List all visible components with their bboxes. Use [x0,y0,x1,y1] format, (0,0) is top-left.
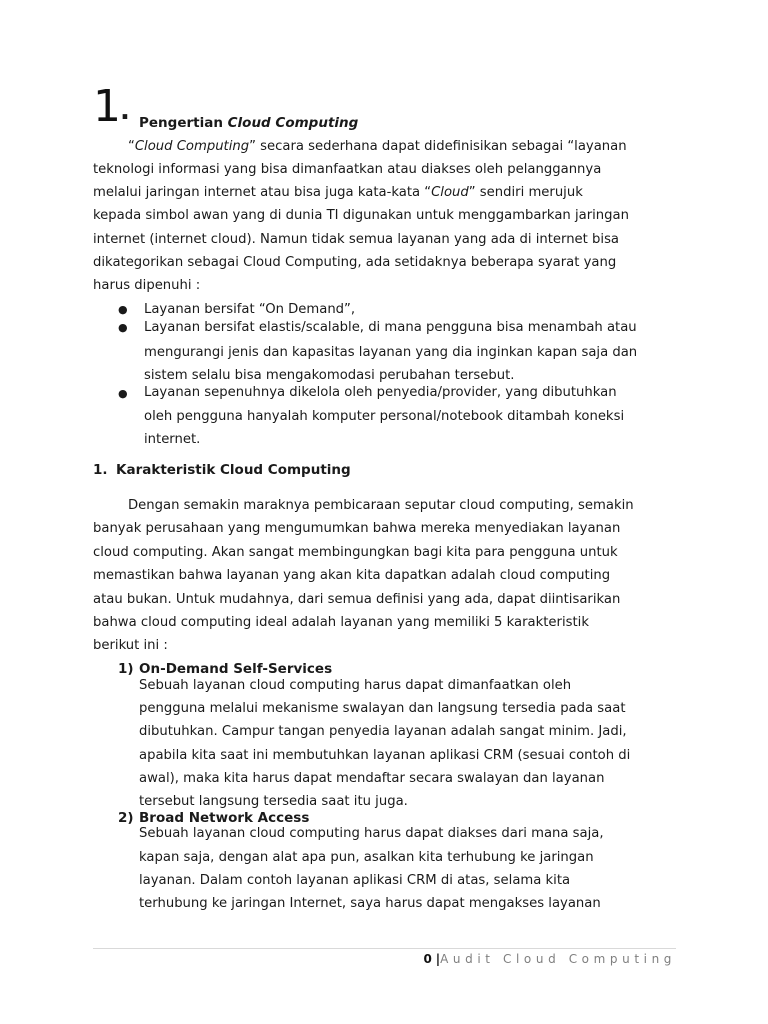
bullet-3-line-3: internet. [144,432,201,447]
item-2-line-3: layanan. Dalam contoh layanan aplikasi CRM di atas, selama kita [139,873,571,888]
intro-line-6: dikategorikan sebagai Cloud Computing, ada setidaknya beberapa syarat yang [93,255,617,270]
para2-line-6: bahwa cloud computing ideal adalah layanan yang memiliki 5 karakteristik [93,615,589,630]
intro-line-1 [93,135,676,158]
bullet-2-line-2: mengurangi jenis dan kapasitas layanan yang dia inginkan kapan saja dan [144,345,638,360]
intro-line-5: internet (internet cloud). Namun tidak semua layanan yang ada di internet bisa [93,232,620,247]
bullet-3-line-1: Layanan sepenuhnya dikelola oleh penyedia/provider, yang dibutuhkan [144,385,617,400]
section-title-prefix: Pengertian [139,115,228,131]
item-1-number: 1) [118,661,134,677]
item-2-line-1: Sebuah layanan cloud computing harus dapat diakses dari mana saja, [139,826,604,841]
intro-line-3-b: ” sendiri merujuk [468,185,583,200]
item-2-line-4: terhubung ke jaringan Internet, saya harus dapat mengakses layanan [139,896,601,911]
intro-term: Cloud Computing [134,139,250,154]
bullet-1-text: Layanan bersifat “On Demand”, [144,302,356,317]
intro-line-3-a: melalui jaringan internet atau bisa juga kata-kata “ [93,185,432,200]
item-1-line-1: Sebuah layanan cloud computing harus dapat dimanfaatkan oleh [139,678,572,693]
para2-line-3: cloud computing. Akan sangat membingungkan bagi kita para pengguna untuk [93,545,618,560]
bullet-3-line-2: oleh pengguna hanyalah komputer personal/notebook ditambah koneksi [144,409,625,424]
item-1-title: On-Demand Self-Services [139,661,333,677]
section-title-term: Cloud Computing [227,115,359,131]
subheading-number: 1. [93,462,108,478]
bullet-dot-1: ● [118,303,128,316]
item-1-line-2: pengguna melalui mekanisme swalayan dan langsung tersedia pada saat [139,701,626,716]
bullet-2-line-1: Layanan bersifat elastis/scalable, di mana pengguna bisa menambah atau [144,320,637,335]
bullet-dot-2: ● [118,321,128,334]
intro-line-1-rest: secara sederhana dapat didefinisikan sebagai “layanan [255,139,627,154]
para2-line-5: atau bukan. Untuk mudahnya, dari semua definisi yang ada, dapat diintisarikan [93,592,621,607]
intro-quote-open: “ [128,139,135,154]
item-1-line-3: dibutuhkan. Campur tangan penyedia layanan adalah sangat minim. Jadi, [139,724,627,739]
item-1-line-5: awal), maka kita harus dapat mendaftar secara swalayan dan layanan [139,771,605,786]
intro-line-2: teknologi informasi yang bisa dimanfaatkan atau diakses oleh pelanggannya [93,162,602,177]
para2-line-1: Dengan semakin maraknya pembicaraan seputar cloud computing, semakin [128,498,634,513]
intro-line-3-term: Cloud [431,185,469,200]
bullet-dot-3: ● [118,387,128,400]
item-1-line-4: apabila kita saat ini membutuhkan layanan aplikasi CRM (sesuai contoh di [139,748,631,763]
footer-page-number: 0 [423,952,432,966]
intro-line-7: harus dipenuhi : [93,278,201,293]
item-2-number: 2) [118,810,134,826]
para2-line-2: banyak perusahaan yang mengumumkan bahwa mereka menyediakan layanan [93,521,621,536]
footer-divider [93,948,676,949]
section-title [139,113,358,133]
intro-line-3 [93,181,676,204]
footer-separator: | [435,952,441,966]
item-1-line-6: tersebut langsung tersedia saat itu juga. [139,794,408,809]
para2-line-4: memastikan bahwa layanan yang akan kita dapatkan adalah cloud computing [93,568,611,583]
page-footer [93,951,676,967]
heading-number-dot: . [120,96,130,126]
item-2-title: Broad Network Access [139,810,310,826]
intro-line-4: kepada simbol awan yang di dunia TI digunakan untuk menggambarkan jaringan [93,208,629,223]
footer-document-title: Audit Cloud Computing [440,952,676,966]
para2-line-7: berikut ini : [93,638,168,653]
heading-number: 1 [93,81,121,132]
bullet-2-line-3: sistem selalu bisa mengakomodasi perubahan tersebut. [144,368,515,383]
subheading-title: Karakteristik Cloud Computing [116,462,351,478]
intro-quote-close: ” [249,139,256,154]
item-2-line-2: kapan saja, dengan alat apa pun, asalkan kita terhubung ke jaringan [139,850,594,865]
